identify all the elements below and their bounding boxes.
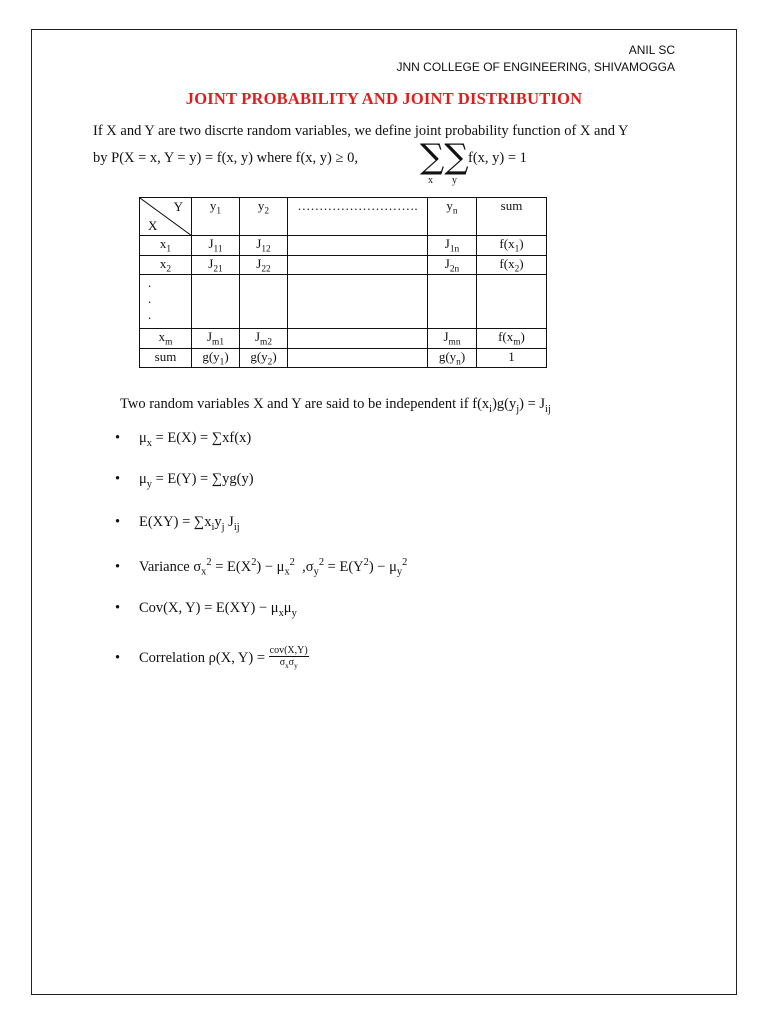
sum-equation-rhs: f(x, y) = 1 xyxy=(468,150,527,166)
bullet-mean-x: • $\mu_x = E(X) = \sum xf(x)$ xyxy=(115,430,252,449)
header-author: ANIL SC xyxy=(628,43,675,57)
page-border xyxy=(31,29,737,995)
double-sum-symbol: ∑∑ xyxy=(420,137,469,177)
bullet-mean-y: • $\mu_y = E(Y) = \sum yg(y)$ xyxy=(115,471,254,490)
table-row: $x_2$ $J_{21}$ $J_{22}$ $J_{2n}$ $f(x_2)$ xyxy=(140,255,547,275)
header-institution: JNN COLLEGE OF ENGINEERING, SHIVAMOGGA xyxy=(396,60,675,74)
bullet-covariance: • Cov(X, $Y) = E(XY) - \mu_x\mu_y$ xyxy=(115,600,297,619)
col-header-dots: ………………………. xyxy=(288,198,428,236)
table-row: $x_m$ $J_{m1}$ $J_{m2}$ $J_{mn}$ $f(x_m)$ xyxy=(140,329,547,349)
intro-line-2: by P(X = x, Y = y) = f(x, y) where f(x, y) ≥ 0, xyxy=(93,150,358,166)
col-header-sum: sum xyxy=(477,198,547,236)
bullet-variance: • Variance $\sigma_x^2 = E(X^2) - \mu_x^2$ $,\sigma_y^2 = E(Y^2) - \mu_y^2$ xyxy=(115,557,408,578)
row-sum-label: sum xyxy=(140,348,192,368)
sum-subscript-x: x xyxy=(428,175,433,186)
corner-x-label: X xyxy=(148,218,158,233)
table-row xyxy=(140,198,547,236)
col-header-y2: $y_2$ xyxy=(240,198,288,236)
table-corner-cell xyxy=(140,198,192,236)
page-title: JOINT PROBABILITY AND JOINT DISTRIBUTION xyxy=(185,89,583,108)
intro-line-1: If X and Y are two discrte random variables, we define joint probability function of X and Y xyxy=(93,123,629,139)
vertical-dot: . xyxy=(148,275,152,291)
independence-statement: Two random variables X and Y are said to be independent if $f(x_i)g(y_j) = J_{ij}$ xyxy=(120,396,551,415)
correlation-fraction: $\frac{\text{cov(X,Y)}}{\sigma_x\sigma_y}$ xyxy=(269,645,308,670)
sum-subscript-y: y xyxy=(452,175,457,186)
total-one: 1 xyxy=(477,348,547,368)
vertical-dot: . xyxy=(148,291,152,307)
corner-y-label: Y xyxy=(173,199,183,214)
table-row xyxy=(140,275,547,329)
vertical-dot: . xyxy=(148,307,152,323)
joint-distribution-table xyxy=(139,197,547,368)
bullet-expectation-xy: • $E(XY) = \sum x_iy_j$ $J_{ij}$ xyxy=(115,514,240,533)
table-row: $x_1$ $J_{11}$ $J_{12}$ $J_{1n}$ $f(x_1)$ xyxy=(140,236,547,256)
col-header-y1: $y_1$ xyxy=(192,198,240,236)
table-row: sum $g(y_1)$ $g(y_2)$ $g(y_n)$ 1 xyxy=(140,348,547,368)
bullet-correlation: • Correlation ρ(X, Y) = $\frac{\text{cov(X,Y)}}{\sigma_x\sigma_y}$ xyxy=(115,645,308,670)
col-header-yn: $y_n$ xyxy=(428,198,477,236)
